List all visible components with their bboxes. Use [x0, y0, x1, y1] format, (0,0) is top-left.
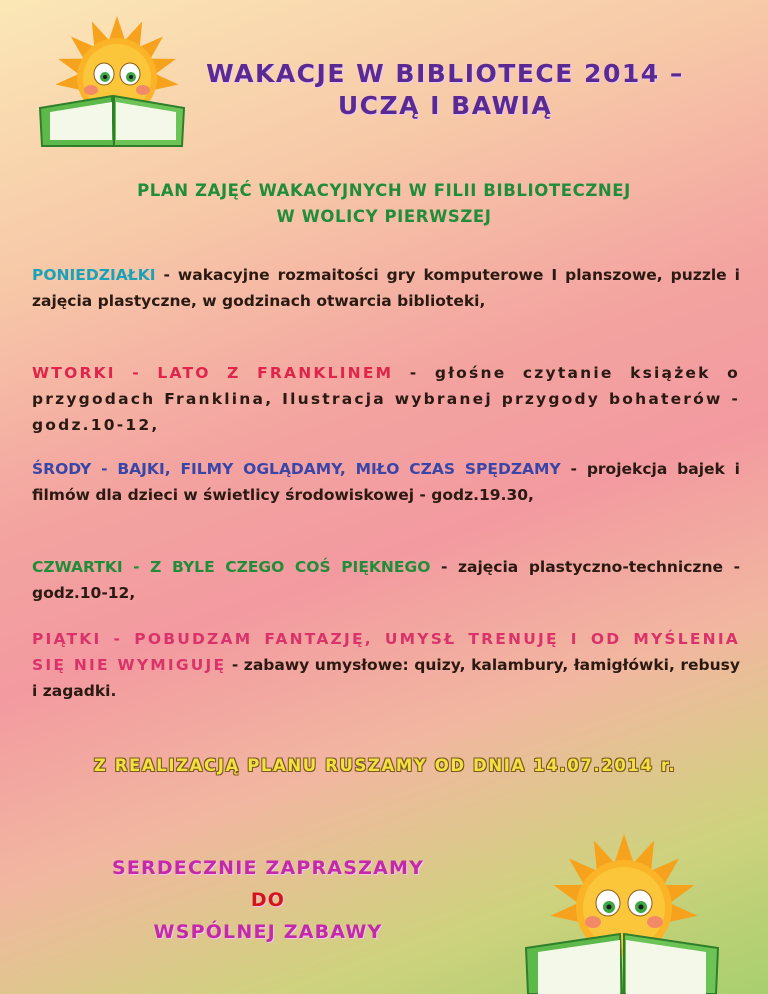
plan-heading: [30, 178, 738, 230]
schedule-wednesday-text: - projekcja bajek i filmów dla dzieci w świetlicy środowiskowej - godz.19.30,: [32, 460, 740, 504]
schedule-friday-heading: PIĄTKI - POBUDZAM FANTAZJĘ, UMYSŁ TRENUJĘ I OD MYŚLENIA SIĘ NIE WYMIGUJĘ: [32, 630, 740, 674]
schedule-tuesday-text: - głośne czytanie książek o przygodach Franklina, Ilustracja wybranej przygody bohaterów - godz.10-12,: [32, 364, 740, 434]
schedule-friday: [32, 626, 740, 704]
schedule-thursday-heading: CZWARTKI - Z BYLE CZEGO COŚ PIĘKNEGO: [32, 558, 431, 576]
invitation-line-1-do: DO: [250, 889, 286, 911]
invitation: [18, 852, 518, 948]
schedule-monday-text: - wakacyjne rozmaitości gry komputerowe I planszowe, puzzle i zajęcia plastyczne, w godzinach otwarcia biblioteki,: [32, 266, 740, 310]
invitation-line-1: [18, 852, 518, 916]
schedule-monday: [32, 262, 740, 314]
page-title: [175, 58, 715, 122]
plan-heading-line-1: PLAN ZAJĘĆ WAKACYJNYCH W FILII BIBLIOTECZNEJ: [137, 181, 631, 200]
invitation-line-2: WSPÓLNEJ ZABAWY: [153, 921, 383, 943]
sun-reading-book-icon: [512, 830, 732, 994]
title-line-1: WAKACJE W BIBLIOTECE 2014 –: [206, 59, 684, 88]
schedule-thursday: [32, 554, 740, 606]
schedule-friday-text: - zabawy umysłowe: quizy, kalambury, łamigłówki, rebusy i zagadki.: [32, 656, 741, 700]
schedule-thursday-text: - zajęcia plastyczno-techniczne - godz.10-12,: [32, 558, 741, 602]
title-line-2: UCZĄ I BAWIĄ: [337, 91, 553, 120]
schedule-monday-heading: PONIEDZIAŁKI: [32, 266, 156, 284]
start-date-notice: Z REALIZACJĄ PLANU RUSZAMY OD DNIA 14.07.2014 r.: [93, 756, 677, 775]
schedule-tuesday-heading: WTORKI - LATO Z FRANKLINEM: [32, 364, 394, 382]
schedule-wednesday-heading: ŚRODY - BAJKI, FILMY OGLĄDAMY, MIŁO CZAS SPĘDZAMY: [32, 460, 561, 478]
plan-heading-line-2: W WOLICY PIERWSZEJ: [276, 207, 492, 226]
invitation-line-1-main: SERDECZNIE ZAPRASZAMY: [111, 857, 425, 879]
schedule-tuesday: [32, 360, 740, 438]
schedule-wednesday: [32, 456, 740, 508]
